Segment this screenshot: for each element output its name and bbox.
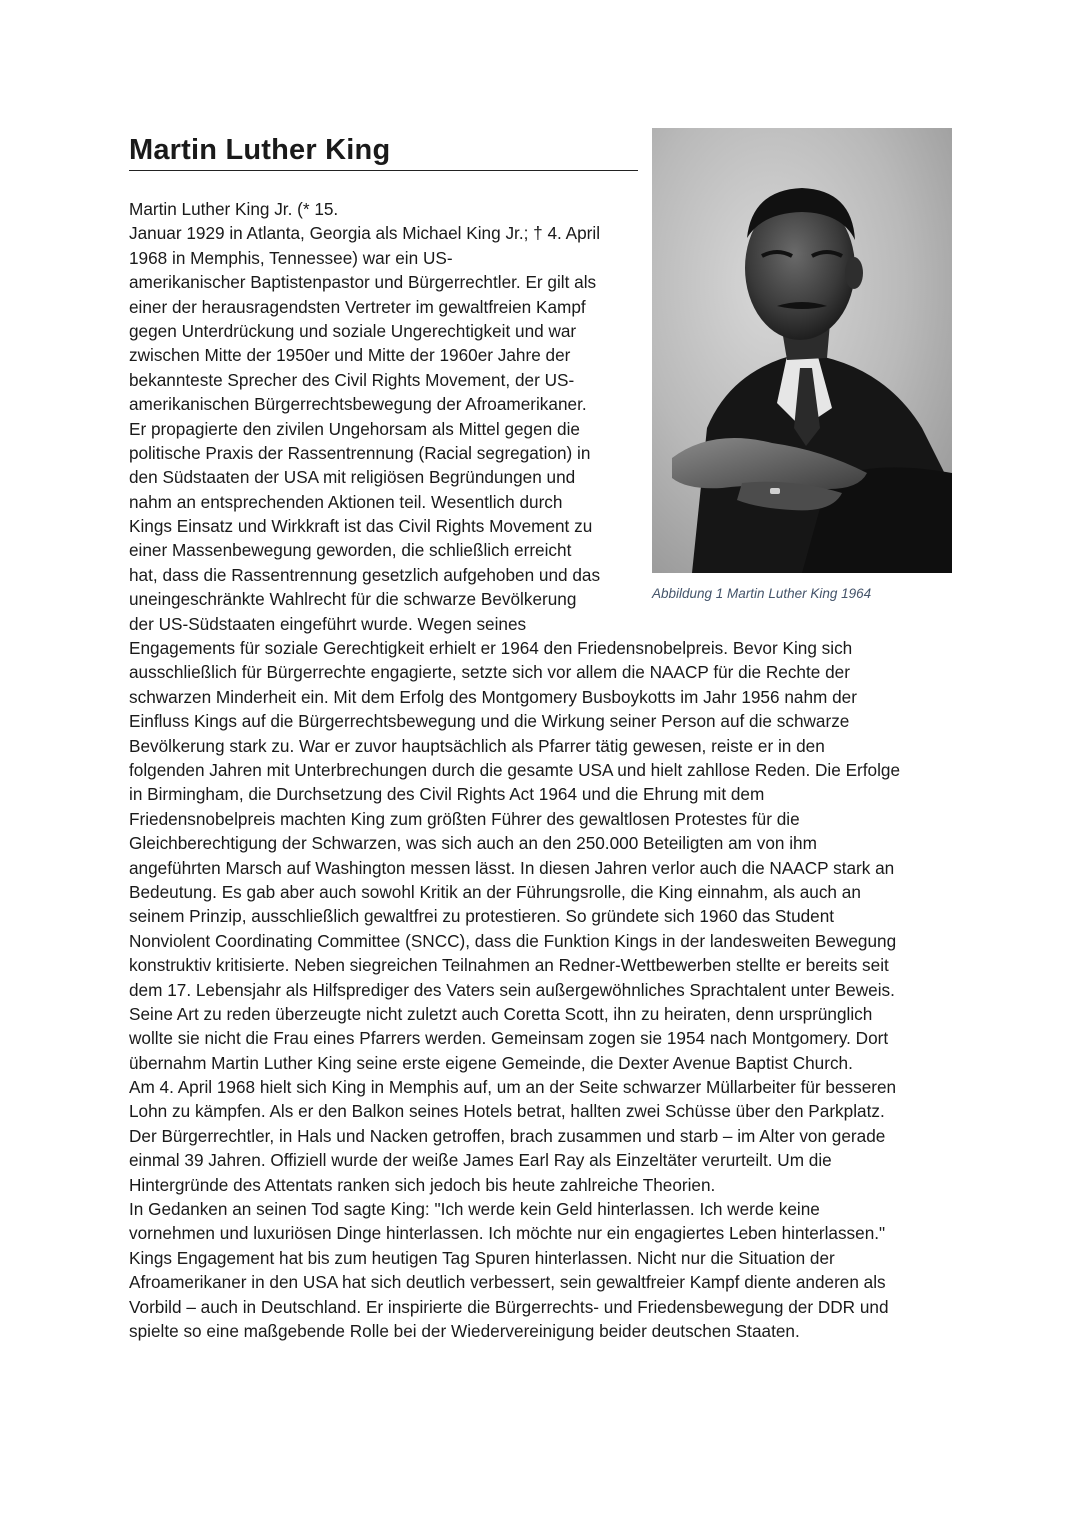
text-line: in Birmingham, die Durchsetzung des Civil Rights Act 1964 und die Ehrung mit dem bbox=[129, 784, 765, 805]
text-line: Bevölkerung stark zu. War er zuvor hauptsächlich als Pfarrer tätig gewesen, reiste er in den bbox=[129, 735, 825, 756]
portrait-caption: Abbildung 1 Martin Luther King 1964 bbox=[652, 586, 872, 601]
text-line: amerikanischen Bürgerrechtsbewegung der Afroamerikaner. bbox=[129, 394, 587, 415]
text-line: einer der herausragendsten Vertreter im gewaltfreien Kampf bbox=[129, 296, 586, 317]
text-line: Januar 1929 in Atlanta, Georgia als Michael King Jr.; † 4. April bbox=[129, 223, 601, 244]
text-line: den Südstaaten der USA mit religiösen Begründungen und bbox=[129, 467, 576, 488]
text-line: Am 4. April 1968 hielt sich King in Memphis auf, um an der Seite schwarzer Müllarbeiter für besseren bbox=[129, 1077, 897, 1098]
text-line: Kings Einsatz und Wirkkraft ist das Civil Rights Movement zu bbox=[129, 516, 593, 537]
text-line: amerikanischer Baptistenpastor und Bürgerrechtler. Er gilt als bbox=[129, 272, 597, 293]
text-line: Einfluss Kings auf die Bürgerrechtsbewegung und die Wirkung seiner Person auf die schwarze bbox=[129, 711, 850, 732]
text-line: Afroamerikaner in den USA hat sich deutlich verbessert, sein gewaltfreier Kampf diente anderen als bbox=[129, 1272, 886, 1293]
text-line: Seine Art zu reden überzeugte nicht zuletzt auch Coretta Scott, ihn zu heiraten, denn ursprünglich bbox=[129, 1003, 873, 1024]
text-line: politische Praxis der Rassentrennung (Racial segregation) in bbox=[129, 442, 591, 463]
text-line: Gleichberechtigung der Schwarzen, was sich auch an den 250.000 Beteiligten am von ihm bbox=[129, 833, 817, 854]
text-line: Friedensnobelpreis machten King zum größten Führer des gewaltlosen Protestes für die bbox=[129, 808, 800, 829]
page-title: Martin Luther King bbox=[129, 130, 638, 171]
text-line: übernahm Martin Luther King seine erste eigene Gemeinde, die Dexter Avenue Baptist Church. bbox=[129, 1052, 853, 1073]
text-line: ausschließlich für Bürgerrechte engagierte, setzte sich vor allem die NAACP für die Rechte der bbox=[129, 662, 850, 683]
text-line: Der Bürgerrechtler, in Hals und Nacken getroffen, brach zusammen und starb – im Alter von gerade bbox=[129, 1125, 886, 1146]
text-line: Hintergründe des Attentats ranken sich jedoch bis heute zahlreiche Theorien. bbox=[129, 1174, 716, 1195]
text-line: wollte sie nicht die Frau eines Pfarrers werden. Gemeinsam zogen sie 1954 nach Montgomery. Dort bbox=[129, 1028, 889, 1049]
text-line: zwischen Mitte der 1950er und Mitte der 1960er Jahre der bbox=[129, 345, 571, 366]
text-line: bekannteste Sprecher des Civil Rights Movement, der US- bbox=[129, 369, 575, 390]
text-line: Vorbild – auch in Deutschland. Er inspirierte die Bürgerrechts- und Friedensbewegung der DDR und bbox=[129, 1296, 889, 1317]
text-line: Bedeutung. Es gab aber auch sowohl Kritik an der Führungsrolle, die King einnahm, als auch an bbox=[129, 881, 861, 902]
text-line: einer Massenbewegung geworden, die schließlich erreicht bbox=[129, 540, 572, 561]
text-line: Kings Engagement hat bis zum heutigen Tag Spuren hinterlassen. Nicht nur die Situation der bbox=[129, 1247, 835, 1268]
text-line: Engagements für soziale Gerechtigkeit erhielt er 1964 den Friedensnobelpreis. Bevor King sich bbox=[129, 638, 853, 659]
text-line: Lohn zu kämpfen. Als er den Balkon seines Hotels betrat, hallten zwei Schüsse über den Parkplatz. bbox=[129, 1101, 885, 1122]
text-line: nahm an entsprechenden Aktionen teil. Wesentlich durch bbox=[129, 491, 563, 512]
text-line: Martin Luther King Jr. (* 15. bbox=[129, 199, 339, 219]
text-line: Er propagierte den zivilen Ungehorsam als Mittel gegen die bbox=[129, 418, 580, 439]
text-line: dem 17. Lebensjahr als Hilfsprediger des Vaters sein außergewöhnliches Sprachtalent unter Beweis. bbox=[129, 979, 895, 1000]
text-line: vornehmen und luxuriösen Dinge hinterlassen. Ich möchte nur ein engagiertes Leben hinterlassen." bbox=[129, 1223, 886, 1244]
text-line: Nonviolent Coordinating Committee (SNCC), dass die Funktion Kings in der landesweiten Bewegung bbox=[129, 930, 897, 951]
text-line: angeführten Marsch auf Washington messen lässt. In diesen Jahren verlor auch die NAACP stark an bbox=[129, 857, 895, 878]
text-line: seinem Prinzip, ausschließlich gewaltfrei zu protestieren. So gründete sich 1960 das Student bbox=[129, 906, 835, 927]
text-line: folgenden Jahren mit Unterbrechungen durch die gesamte USA und hielt zahllose Reden. Die Erfolge bbox=[129, 759, 901, 780]
text-line: der US-Südstaaten eingeführt wurde. Wegen seines bbox=[129, 613, 527, 634]
text-line: 1968 in Memphis, Tennessee) war ein US- bbox=[129, 247, 453, 268]
text-line: In Gedanken an seinen Tod sagte King: "Ich werde kein Geld hinterlassen. Ich werde keine bbox=[129, 1199, 820, 1220]
text-line: gegen Unterdrückung und soziale Ungerechtigkeit und war bbox=[129, 320, 577, 341]
text-line: spielte so eine maßgebende Rolle bei der Wiedervereinigung beider deutschen Staaten. bbox=[129, 1320, 800, 1341]
text-line: uneingeschränkte Wahlrecht für die schwarze Bevölkerung bbox=[129, 589, 577, 610]
text-line: konstruktiv kritisierte. Neben siegreichen Teilnahmen an Redner-Wettbewerben stellte er bereits seit bbox=[129, 955, 889, 976]
text-line: schwarzen Minderheit ein. Mit dem Erfolg des Montgomery Busboykotts im Jahr 1956 nahm der bbox=[129, 686, 857, 707]
body-text bbox=[129, 197, 900, 1343]
text-line: hat, dass die Rassentrennung gesetzlich aufgehoben und das bbox=[129, 564, 601, 585]
text-line: einmal 39 Jahren. Offiziell wurde der weiße James Earl Ray als Einzeltäter verurteilt. Um die bbox=[129, 1150, 832, 1171]
